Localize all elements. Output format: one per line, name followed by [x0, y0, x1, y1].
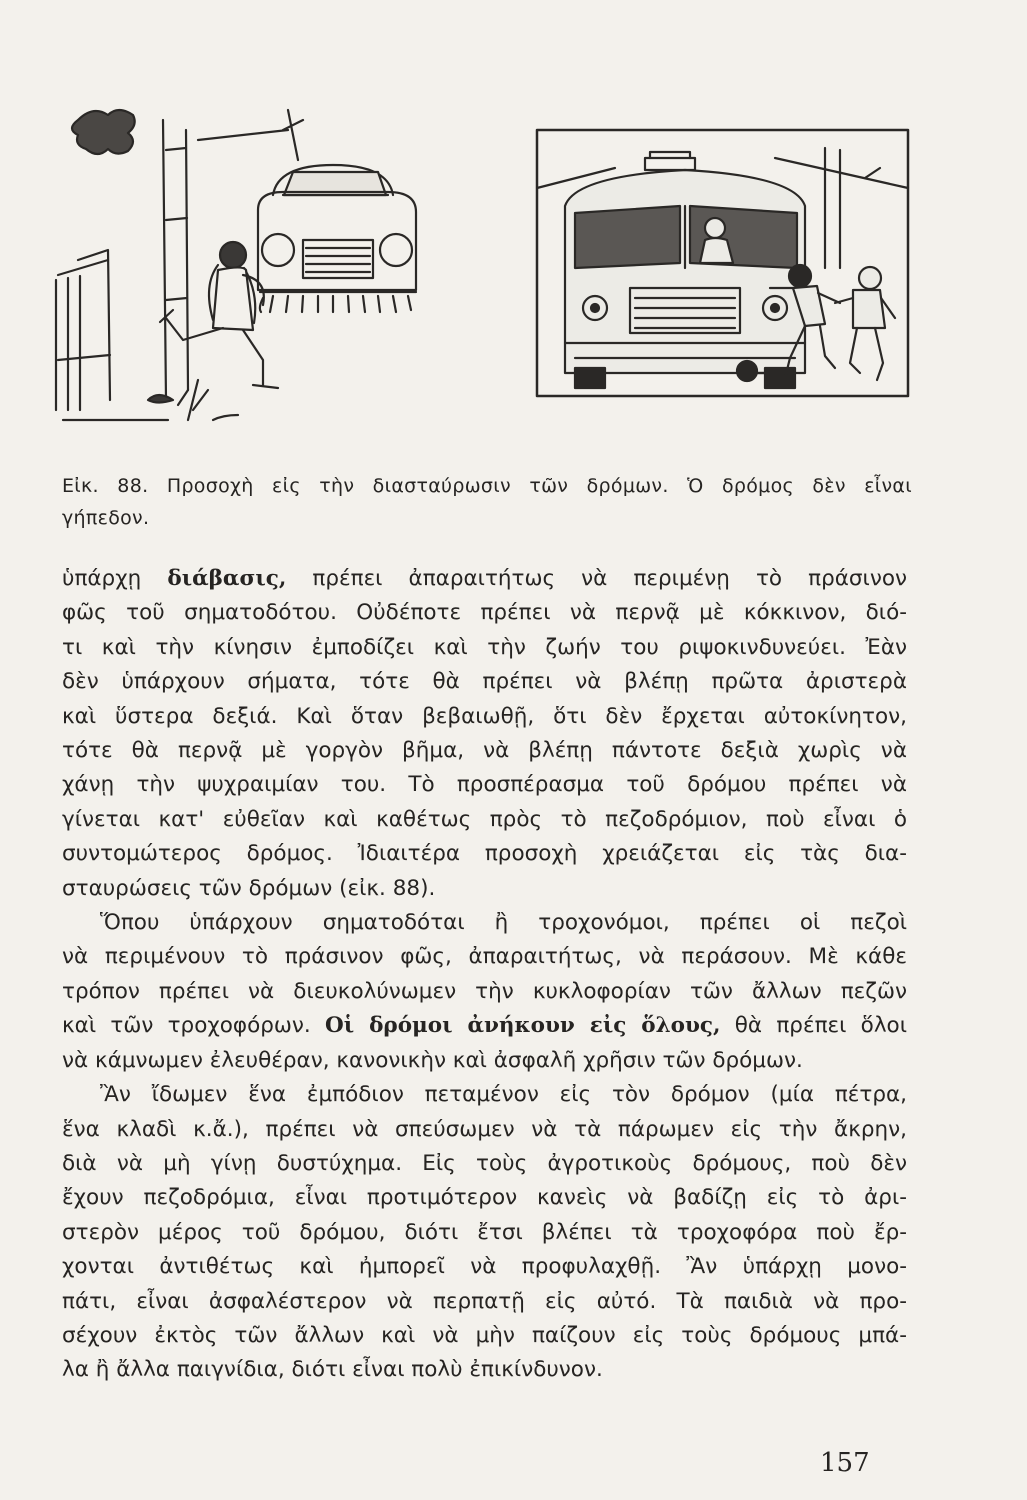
text-line: λα ἢ ἄλλα παιγνίδια, διότι εἶναι πολὺ ἐπικίνδυνον. — [62, 1357, 603, 1383]
text-line: χάνῃ τὴν ψυχραιμίαν του. Τὸ προσπέρασμα τοῦ δρόμου πρέπει νὰ — [62, 772, 907, 798]
text-line: γίνεται κατ' εὐθεῖαν καὶ καθέτως πρὸς τὸ πεζοδρόμιον, ποὺ εἶναι ὁ — [62, 806, 907, 832]
text-line: σταυρώσεις τῶν δρόμων (εἰκ. 88). — [62, 875, 436, 901]
text-line: δὲν ὑπάρχουν σήματα, τότε θὰ πρέπει νὰ βλέπῃ πρῶτα ἀριστερὰ — [62, 669, 907, 695]
text-line: χονται ἀντιθέτως καὶ ἠμπορεῖ νὰ προφυλαχθῇ. Ἂν ὑπάρχῃ μονο- — [62, 1254, 907, 1280]
text-line: τρόπον πρέπει νὰ διευκολύνωμεν τὴν κυκλοφορίαν τῶν ἄλλων πεζῶν — [62, 978, 907, 1004]
bold-term: Οἱ δρόμοι ἀνήκουν εἰς ὅλους, — [325, 1013, 721, 1039]
body-text — [62, 562, 907, 1388]
text-line: νὰ κάμνωμεν ἐλευθέραν, κανονικὴν καὶ ἀσφαλῆ χρῆσιν τῶν δρόμων. — [62, 1047, 803, 1073]
text-run: θὰ πρέπει ὅλοι — [720, 1013, 907, 1039]
caption-line: Εἰκ. 88. Προσοχὴ εἰς τὴν διασταύρωσιν τῶν δρόμων. Ὁ δρόμος δὲν εἶναι — [62, 475, 912, 497]
text-line — [62, 562, 907, 596]
text-line: Ὅπου ὑπάρχουν σηματοδόται ἢ τροχονόμοι, πρέπει οἱ πεζοὶ — [100, 910, 907, 936]
text-line: τότε θὰ περνᾷ μὲ γοργὸν βῆμα, νὰ βλέπῃ πάντοτε δεξιὰ χωρὶς νὰ — [62, 738, 907, 764]
text-line: Ἂν ἴδωμεν ἕνα ἐμπόδιον πεταμένον εἰς τὸν δρόμον (μία πέτρα, — [100, 1082, 907, 1108]
car-and-running-boy-illustration — [48, 100, 418, 430]
text-run: πρέπει ἀπαραιτήτως νὰ περιμένῃ τὸ πράσινον — [286, 566, 908, 591]
text-line: νὰ περιμένουν τὸ πράσινον φῶς, ἀπαραιτήτως, νὰ περάσουν. Μὲ κάθε — [62, 944, 907, 970]
caption-line: γήπεδον. — [62, 507, 150, 529]
text-line: ἔχουν πεζοδρόμια, εἶναι προτιμότερον κανεὶς νὰ βαδίζῃ εἰς τὸ ἀρι- — [62, 1185, 907, 1211]
text-line: συντομώτερος δρόμος. Ἰδιαιτέρα προσοχὴ χρειάζεται εἰς τὰς δια- — [62, 841, 907, 867]
text-line: σέχουν ἐκτὸς τῶν ἄλλων καὶ νὰ μὴν παίζουν εἰς τοὺς δρόμους μπά- — [62, 1322, 907, 1348]
text-line: στερὸν μέρος τοῦ δρόμου, διότι ἔτσι βλέπει τὰ τροχοφόρα ποὺ ἔρ- — [62, 1219, 907, 1245]
text-line: διὰ νὰ μὴ γίνῃ δυστύχημα. Εἰς τοὺς ἀγροτικοὺς δρόμους, ποὺ δὲν — [62, 1150, 907, 1176]
bold-term: διάβασις, — [167, 566, 287, 591]
text-line: ἕνα κλαδὶ κ.ἄ.), πρέπει νὰ σπεύσωμεν νὰ τὰ πάρωμεν εἰς τὴν ἄκρην, — [62, 1116, 907, 1142]
text-run: καὶ τῶν τροχοφόρων. — [62, 1013, 326, 1039]
figure-caption — [62, 470, 912, 534]
text-line — [62, 1009, 907, 1043]
bus-and-children-playing-ball-illustration — [535, 128, 910, 398]
text-line: πάτι, εἶναι ἀσφαλέστερον νὰ περπατῇ εἰς αὐτό. Τὰ παιδιὰ νὰ προ- — [62, 1288, 907, 1314]
page-number: 157 — [820, 1448, 870, 1478]
text-run: ὑπάρχῃ — [62, 566, 168, 591]
text-line: τι καὶ τὴν κίνησιν ἐμποδίζει καὶ τὴν ζωήν του ριψοκινδυνεύει. Ἐὰν — [62, 634, 907, 660]
text-line: καὶ ὕστερα δεξιά. Καὶ ὅταν βεβαιωθῇ, ὅτι δὲν ἔρχεται αὐτοκίνητον, — [62, 703, 907, 729]
text-line: φῶς τοῦ σηματοδότου. Οὐδέποτε πρέπει νὰ περνᾷ μὲ κόκκινον, διό- — [62, 600, 907, 626]
